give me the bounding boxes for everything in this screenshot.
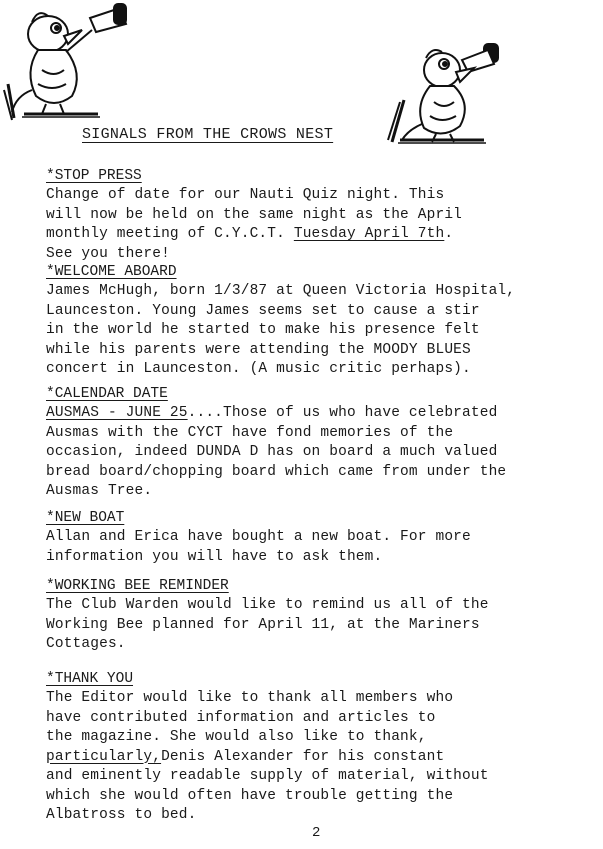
paragraph-line: information you will have to ask them. (46, 548, 383, 565)
section-heading: *THANK YOU (46, 671, 134, 687)
paragraph-line: See you there! (46, 245, 170, 262)
page-title: SIGNALS FROM THE CROWS NEST (82, 126, 334, 143)
paragraph-line: have contributed information and articles to (46, 709, 436, 726)
section-heading: *STOP PRESS (46, 168, 142, 184)
working-bee-section (46, 577, 602, 655)
paragraph-line: Change of date for our Nauti Quiz night. This (46, 187, 445, 203)
paragraph-line: which she would often have trouble getting the (46, 787, 454, 804)
crow-with-telescope-icon (384, 40, 514, 146)
paragraph-line: the magazine. She would also like to thank, (46, 729, 427, 745)
paragraph-line: and eminently readable supply of material, without (46, 768, 489, 784)
paragraph-line: Launceston. Young James seems set to cause a stir (46, 302, 480, 319)
text-span: ....Those of us who have celebrated (187, 405, 498, 421)
paragraph-line: Ausmas Tree. (46, 483, 153, 499)
paragraph-line: James McHugh, born 1/3/87 at Queen Victoria Hospital, (46, 283, 516, 299)
section-heading: *NEW BOAT (46, 510, 125, 526)
paragraph-line: occasion, indeed DUNDA D has on board a much valued (46, 444, 498, 460)
section-heading: *WORKING BEE REMINDER (46, 578, 229, 594)
paragraph-line: Allan and Erica have bought a new boat. For more (46, 529, 471, 545)
paragraph-line (46, 225, 602, 245)
section-heading: *WELCOME ABOARD (46, 264, 177, 280)
text-span: Denis Alexander for his constant (161, 748, 445, 765)
paragraph-line: will now be held on the same night as the April (46, 206, 463, 223)
ausmas-date: AUSMAS - JUNE 25 (46, 405, 188, 421)
paragraph-line: while his parents were attending the MOODY BLUES (46, 341, 471, 358)
thank-you-section (46, 670, 602, 826)
paragraph-line (46, 748, 602, 768)
calendar-date-section (46, 385, 602, 502)
paragraph-line: The Editor would like to thank all members who (46, 690, 454, 706)
text-span: . (444, 226, 454, 242)
meeting-date: Tuesday April 7th (293, 226, 445, 242)
paragraph-line: Working Bee planned for April 11, at the Mariners (46, 616, 480, 633)
paragraph-line: Ausmas with the CYCT have fond memories of the (46, 424, 454, 441)
paragraph-line: The Club Warden would like to remind us all of the (46, 597, 489, 613)
paragraph-line: bread board/chopping board which came from under the (46, 463, 507, 480)
section-heading: *CALENDAR DATE (46, 386, 168, 402)
paragraph-line: Albatross to bed. (46, 807, 197, 823)
page-number: 2 (312, 825, 321, 841)
welcome-aboard-section (46, 263, 602, 380)
stop-press-section (46, 167, 602, 264)
crow-with-telescope-icon (2, 0, 130, 122)
paragraph-line: concert in Launceston. (A music critic perhaps). (46, 361, 471, 377)
paragraph-line: in the world he started to make his presence felt (46, 322, 480, 338)
paragraph-line (46, 404, 602, 424)
paragraph-line: Cottages. (46, 636, 126, 652)
emphasis-word: particularly, (46, 748, 162, 765)
text-span: monthly meeting of C.Y.C.T. (46, 226, 294, 242)
new-boat-section (46, 509, 602, 567)
